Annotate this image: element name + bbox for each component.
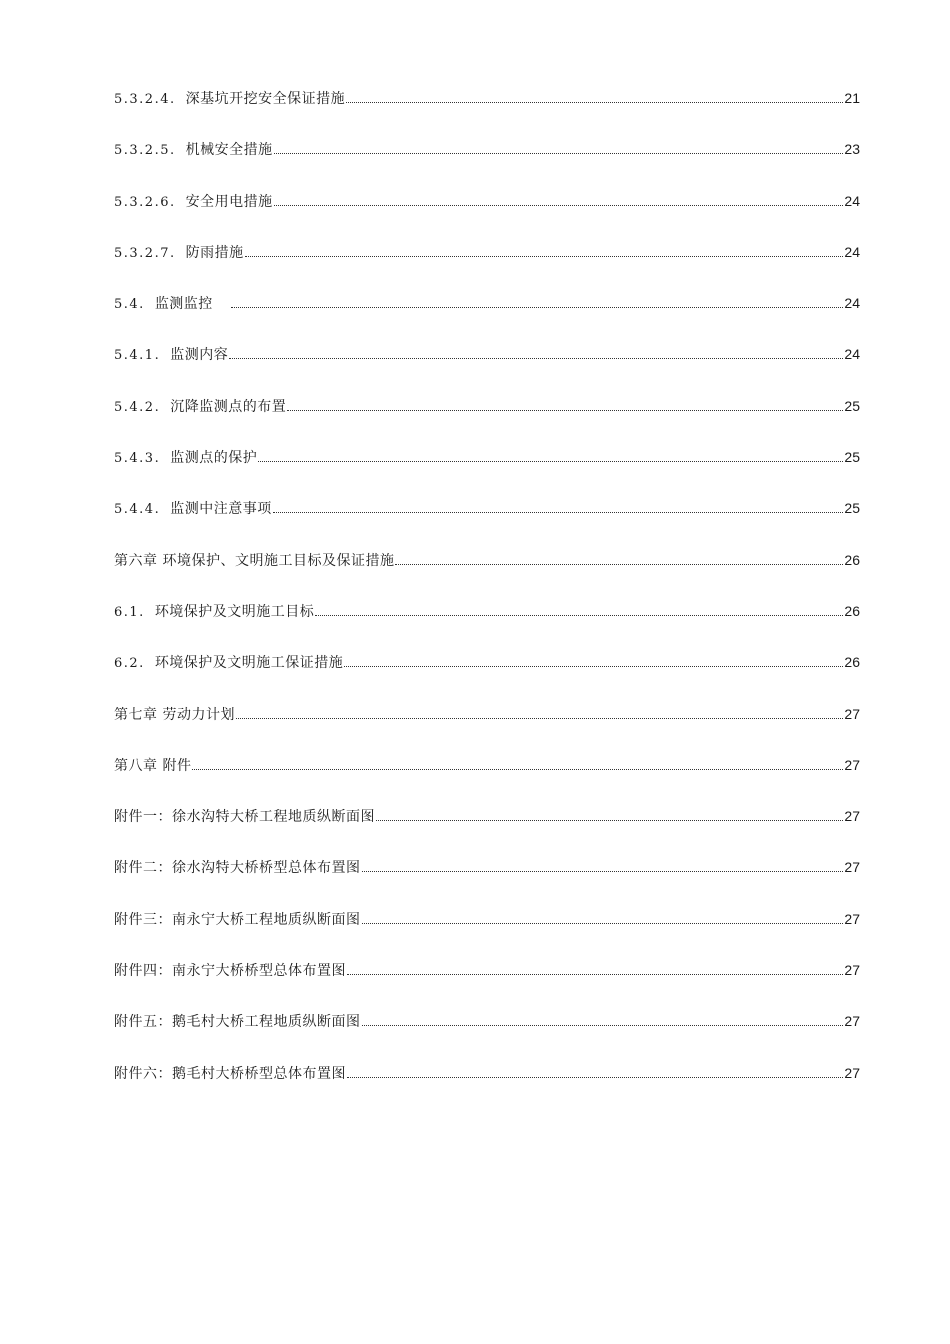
toc-dot-leader <box>287 410 843 411</box>
toc-entry-title: 第六章 环境保护、文明施工目标及保证措施 <box>114 552 395 569</box>
toc-entry[interactable] <box>114 857 860 908</box>
toc-entry-title: 深基坑开挖安全保证措施 <box>185 91 346 107</box>
toc-entry[interactable] <box>114 88 860 139</box>
toc-entry[interactable] <box>114 191 860 242</box>
toc-entry-title: 附件六：鹅毛村大桥桥型总体布置图 <box>114 1065 346 1082</box>
toc-entry-number: 5.4.1. <box>114 348 161 364</box>
toc-entry[interactable] <box>114 344 860 395</box>
toc-entry[interactable] <box>114 396 860 447</box>
toc-dot-leader <box>229 358 843 359</box>
toc-dot-leader <box>362 871 844 872</box>
toc-entry[interactable] <box>114 550 860 601</box>
toc-entry[interactable] <box>114 960 860 1011</box>
toc-entry-number: 5.3.2.6. <box>114 194 176 210</box>
toc-entry-page: 23 <box>844 141 860 158</box>
toc-entry-title: 附件一：徐水沟特大桥工程地质纵断面图 <box>114 809 375 826</box>
toc-entry[interactable] <box>114 601 860 652</box>
toc-entry-page: 27 <box>844 1013 860 1030</box>
toc-entry[interactable] <box>114 1011 860 1062</box>
toc-entry-page: 27 <box>844 705 860 722</box>
toc-entry-number: 6.1. <box>114 604 145 620</box>
toc-entry[interactable] <box>114 139 860 190</box>
toc-entry[interactable] <box>114 755 860 806</box>
toc-entry[interactable] <box>114 909 860 960</box>
toc-dot-leader <box>395 564 843 565</box>
toc-entry-number: 5.3.2.4. <box>114 92 176 107</box>
toc-entry-title: 监测内容 <box>170 347 229 364</box>
toc-entry-page: 25 <box>844 449 860 466</box>
toc-entry[interactable] <box>114 806 860 857</box>
table-of-contents <box>114 88 860 1114</box>
toc-entry-title: 环境保护及文明施工目标 <box>154 603 315 620</box>
toc-dot-leader <box>347 1077 843 1078</box>
toc-dot-leader <box>274 153 844 154</box>
toc-entry-title: 监测中注意事项 <box>170 501 272 518</box>
toc-dot-leader <box>236 718 843 719</box>
toc-dot-leader <box>274 205 844 206</box>
toc-entry-title: 沉降监测点的布置 <box>170 398 287 415</box>
toc-entry[interactable] <box>114 704 860 755</box>
toc-entry-page: 25 <box>844 397 860 414</box>
toc-entry-page: 21 <box>844 90 860 106</box>
toc-dot-leader <box>362 923 844 924</box>
toc-entry-number: 6.2. <box>114 656 145 672</box>
toc-entry-title: 监测点的保护 <box>170 450 258 467</box>
toc-dot-leader <box>245 256 844 257</box>
toc-entry-title: 附件五：鹅毛村大桥工程地质纵断面图 <box>114 1014 361 1031</box>
toc-dot-leader <box>273 512 844 513</box>
toc-entry-page: 26 <box>844 551 860 568</box>
toc-entry-number: 5.4. <box>114 297 145 313</box>
toc-entry-title: 环境保护及文明施工保证措施 <box>154 655 344 672</box>
toc-entry[interactable] <box>114 447 860 498</box>
toc-entry-title: 第八章 附件 <box>114 757 192 774</box>
toc-entry-title: 机械安全措施 <box>185 142 273 159</box>
toc-entry-title: 附件四：南永宁大桥桥型总体布置图 <box>114 963 346 980</box>
toc-dot-leader <box>347 974 843 975</box>
toc-dot-leader <box>231 307 844 308</box>
toc-entry-title: 附件三：南永宁大桥工程地质纵断面图 <box>114 911 361 928</box>
toc-entry-number: 5.3.2.7. <box>114 245 176 261</box>
toc-entry-title: 安全用电措施 <box>185 193 273 210</box>
toc-entry-page: 27 <box>844 756 860 773</box>
toc-entry[interactable] <box>114 293 860 344</box>
toc-entry-title: 监测监控 <box>154 296 213 313</box>
toc-entry[interactable] <box>114 242 860 293</box>
toc-entry-page: 26 <box>844 654 860 671</box>
toc-dot-leader <box>362 1025 844 1026</box>
toc-entry-page: 26 <box>844 602 860 619</box>
toc-entry[interactable] <box>114 498 860 549</box>
toc-dot-leader <box>346 102 843 103</box>
toc-entry-page: 24 <box>844 346 860 363</box>
toc-entry-page: 27 <box>844 910 860 927</box>
toc-entry-number: 5.3.2.5. <box>114 143 176 159</box>
toc-entry-number: 5.4.2. <box>114 399 161 415</box>
toc-entry-page: 24 <box>844 295 860 312</box>
toc-entry[interactable] <box>114 652 860 703</box>
toc-entry[interactable] <box>114 1063 860 1114</box>
toc-entry-title: 第七章 劳动力计划 <box>114 706 235 723</box>
toc-entry-page: 25 <box>844 500 860 517</box>
toc-dot-leader <box>315 615 843 616</box>
toc-entry-number: 5.4.4. <box>114 502 161 518</box>
toc-entry-title: 附件二：徐水沟特大桥桥型总体布置图 <box>114 860 361 877</box>
toc-entry-page: 27 <box>844 962 860 979</box>
toc-dot-leader <box>344 666 843 667</box>
toc-entry-number: 5.4.3. <box>114 451 161 467</box>
toc-dot-leader <box>192 769 843 770</box>
toc-entry-page: 27 <box>844 859 860 876</box>
toc-entry-page: 24 <box>844 192 860 209</box>
toc-entry-page: 27 <box>844 808 860 825</box>
toc-entry-page: 24 <box>844 243 860 260</box>
toc-dot-leader <box>258 461 843 462</box>
toc-entry-page: 27 <box>844 1064 860 1081</box>
toc-dot-leader <box>376 820 843 821</box>
toc-entry-title: 防雨措施 <box>185 244 244 261</box>
